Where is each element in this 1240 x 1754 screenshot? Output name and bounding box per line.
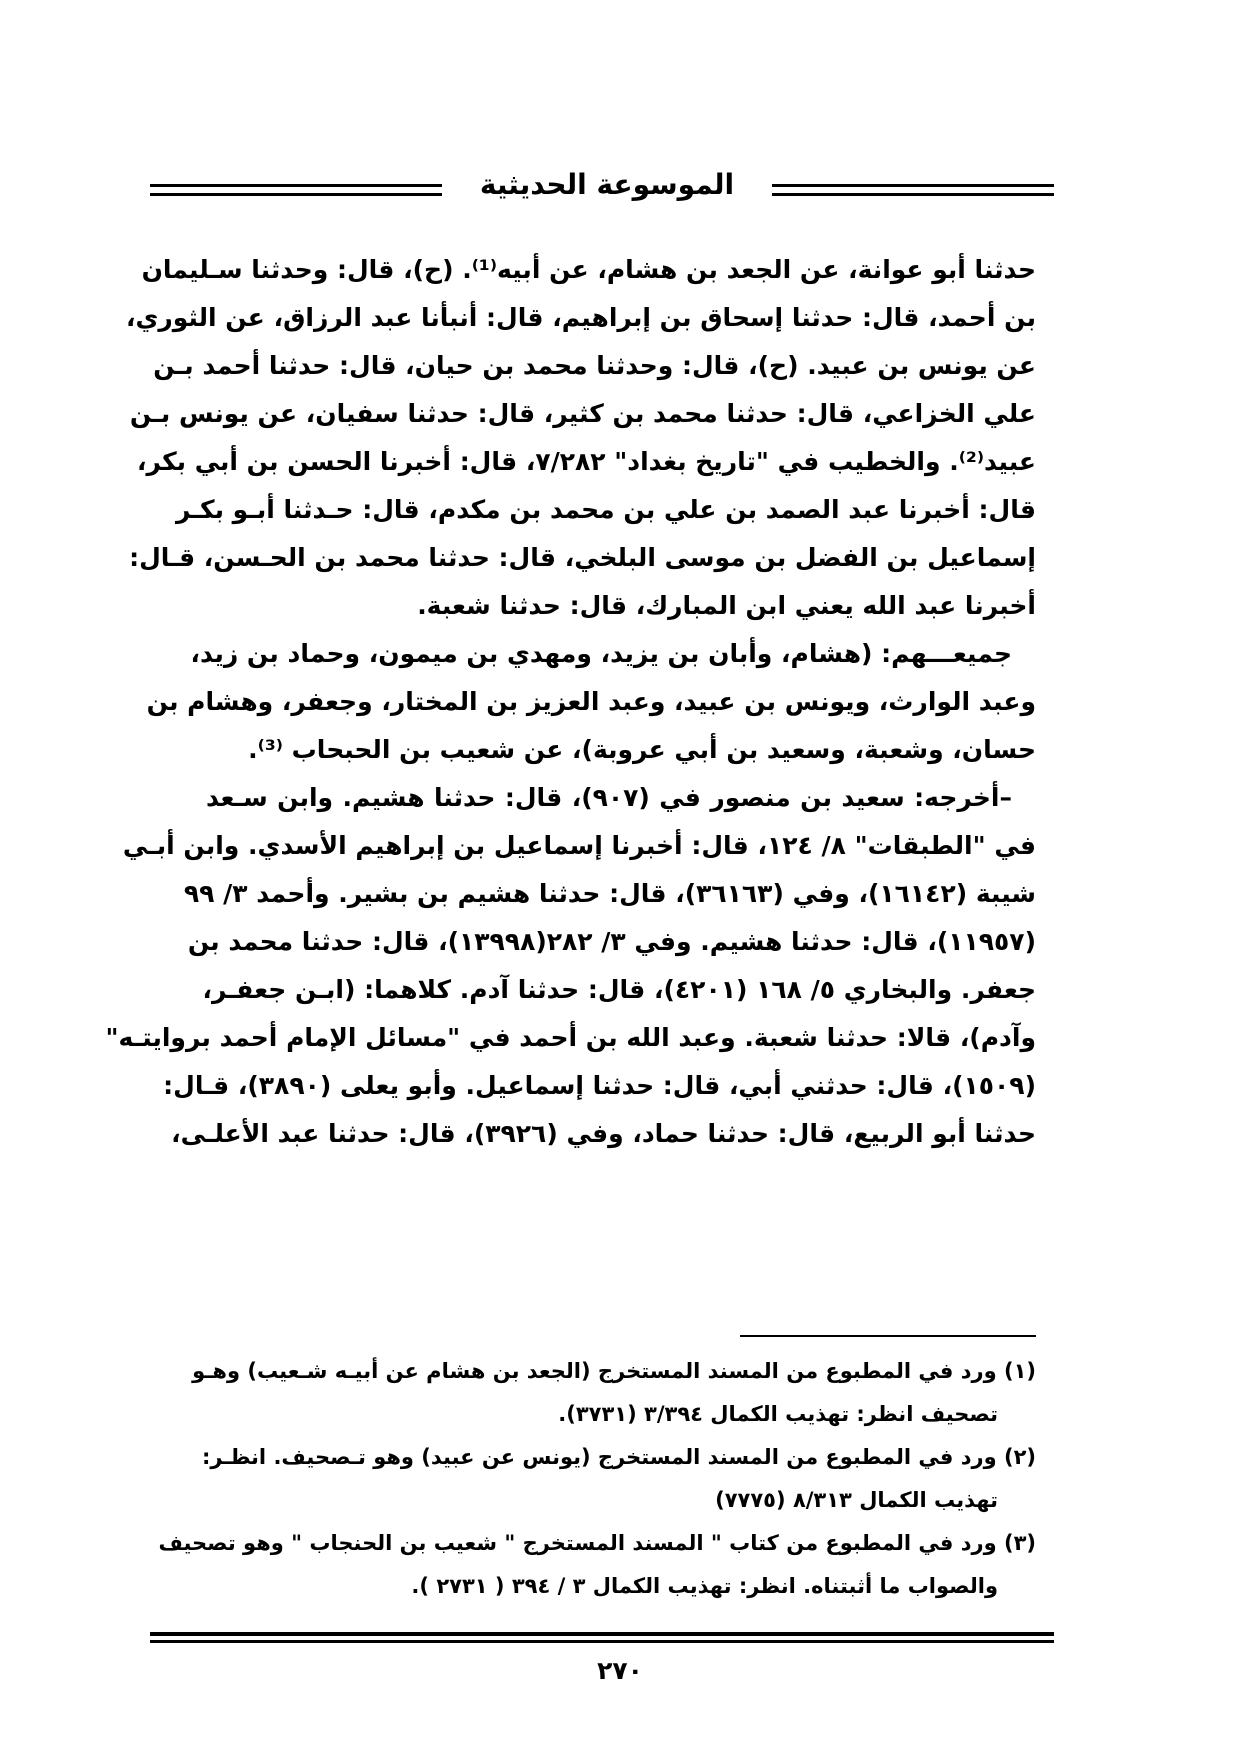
header-rule-left bbox=[150, 184, 442, 196]
text-line: قال: أخبرنا عبد الصمد بن علي بن محمد بن مكدم، قال: حـدثنا أبـو بكـر bbox=[175, 495, 1036, 524]
footnote-line: (٣) ورد في المطبوع من كتاب " المسند المستخرج " شعيب بن الحنجاب " وهو تصحيف bbox=[158, 1531, 1036, 1555]
text-line: أخبرنا عبد الله يعني ابن المبارك، قال: حدثنا شعبة. bbox=[417, 591, 1036, 620]
text-line: في "الطبقات" ٨/ ١٢٤، قال: أخبرنا إسماعيل بن إبراهيم الأسدي. وابن أبـي bbox=[122, 831, 1036, 860]
text-line: وعبد الوارث، ويونس بن عبيد، وعبد العزيز بن المختار، وجعفر، وهشام بن bbox=[146, 687, 1036, 716]
text-line: عن يونس بن عبيد. (ح)، قال: وحدثنا محمد بن حيان، قال: حدثنا أحمد بـن bbox=[153, 351, 1036, 380]
text-line: شيبة (١٦١٤٢)، وفي (٣٦١٦٣)، قال: حدثنا هشيم بن بشير. وأحمد ٣/ ٩٩ bbox=[183, 879, 1036, 908]
text-line: علي الخزاعي، قال: حدثنا محمد بن كثير، قال: حدثنا سفيان، عن يونس بـن bbox=[129, 399, 1036, 428]
footnote-line: (١) ورد في المطبوع من المسند المستخرج (الجعد بن هشام عن أبيـه شـعيب) وهـو bbox=[192, 1359, 1036, 1383]
page-number: ٢٧٠ bbox=[597, 1656, 643, 1685]
footnote-line: تهذيب الكمال ٨/٣١٣ (٧٧٧٥) bbox=[715, 1488, 998, 1512]
footnote-line: (٢) ورد في المطبوع من المسند المستخرج (يونس عن عبيد) وهو تـصحيف. انظـر: bbox=[201, 1445, 1036, 1469]
text-line: حدثنا أبو الربيع، قال: حدثنا حماد، وفي (٣٩٢٦)، قال: حدثنا عبد الأعلـى، bbox=[171, 1119, 1036, 1148]
text-line: (١٥٠٩)، قال: حدثني أبي، قال: حدثنا إسماعيل. وأبو يعلى (٣٨٩٠)، قـال: bbox=[163, 1071, 1036, 1100]
footer-rule bbox=[150, 1632, 1054, 1643]
running-header bbox=[150, 168, 1054, 212]
footnotes bbox=[158, 1350, 1036, 1608]
header-rule-right bbox=[772, 184, 1054, 196]
footnote-line: والصواب ما أثبتناه. انظر: تهذيب الكمال ٣ / ٣٩٤ ( ٢٧٣١ ). bbox=[411, 1574, 998, 1598]
text-line: بن أحمد، قال: حدثنا إسحاق بن إبراهيم، قال: أنبأنا عبد الرزاق، عن الثوري، bbox=[125, 303, 1036, 332]
footnote-separator bbox=[740, 1335, 1036, 1337]
text-line: (١١٩٥٧)، قال: حدثنا هشيم. وفي ٣/ ٢٨٢(١٣٩٩٨)، قال: حدثنا محمد بن bbox=[187, 927, 1036, 956]
header-title: الموسوعة الحديثية bbox=[479, 168, 735, 201]
text-line: جميعـــهم: (هشام، وأبان بن يزيد، ومهدي بن ميمون، وحماد بن زيد، bbox=[190, 639, 1012, 668]
text-line: إسماعيل بن الفضل بن موسى البلخي، قال: حدثنا محمد بن الحـسن، قـال: bbox=[129, 543, 1036, 572]
footnote-line: تصحيف انظر: تهذيب الكمال ٣/٣٩٤ (٣٧٣١). bbox=[558, 1402, 998, 1426]
text-line: –أخرجه: سعيد بن منصور في (٩٠٧)، قال: حدثنا هشيم. وابن سـعد bbox=[206, 783, 1012, 812]
text-line: حدثنا أبو عوانة، عن الجعد بن هشام، عن أبيه⁽¹⁾. (ح)، قال: وحدثنا سـليمان bbox=[141, 255, 1036, 284]
main-text bbox=[105, 246, 1036, 1158]
text-line: حسان، وشعبة، وسعيد بن أبي عروبة)، عن شعيب بن الحبحاب ⁽³⁾. bbox=[248, 735, 1036, 764]
text-line: جعفر. والبخاري ٥/ ١٦٨ (٤٢٠١)، قال: حدثنا آدم. كلاهما: (ابـن جعفـر، bbox=[202, 975, 1036, 1004]
text-line: وآدم)، قالا: حدثنا شعبة. وعبد الله بن أحمد في "مسائل الإمام أحمد بروايتـه" bbox=[105, 1023, 1036, 1052]
text-line: عبيد⁽²⁾. والخطيب في "تاريخ بغداد" ٧/٢٨٢، قال: أخبرنا الحسن بن أبي بكر، bbox=[137, 447, 1036, 476]
